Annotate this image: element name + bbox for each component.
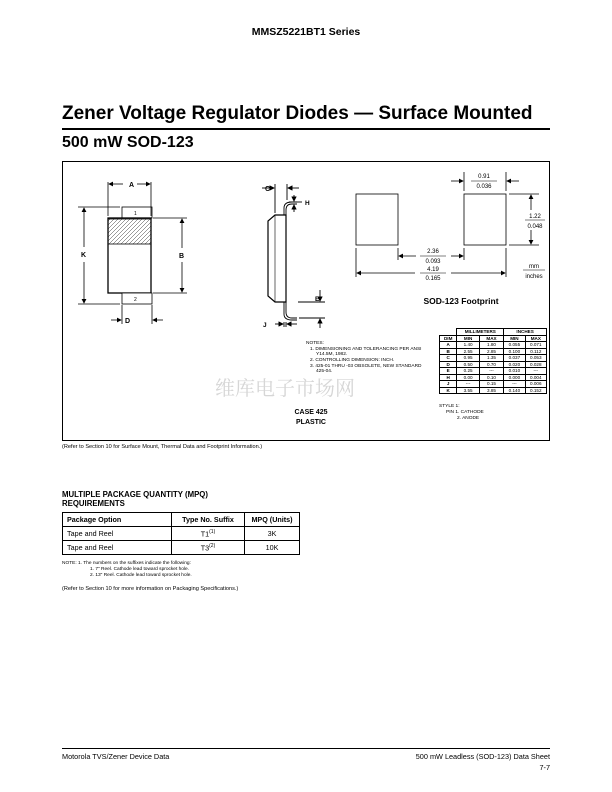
dim-table-cell: 1.40 bbox=[457, 342, 479, 349]
dim-table-cell: 0.020 bbox=[504, 361, 525, 368]
dim-table-cell: 0.10 bbox=[479, 374, 503, 381]
svg-text:2. ANODE: 2. ANODE bbox=[457, 416, 480, 421]
dim-table-cell: 0.000 bbox=[504, 374, 525, 381]
package-figure-panel bbox=[62, 161, 550, 441]
title-rule bbox=[62, 128, 550, 130]
dim-table-cell: 0.053 bbox=[525, 355, 546, 362]
dim-table-cell: 0.004 bbox=[525, 374, 546, 381]
svg-text:Y14.5M, 1982.: Y14.5M, 1982. bbox=[316, 352, 348, 357]
dim-table-cell: 0.055 bbox=[504, 342, 525, 349]
svg-text:PIN 1. CATHODE: PIN 1. CATHODE bbox=[446, 410, 484, 415]
dim-b-label: B bbox=[179, 253, 185, 260]
mpq-title bbox=[62, 490, 208, 508]
svg-text:1. DIMENSIONING AND TOLERANCIN: 1. DIMENSIONING AND TOLERANCING PER ANSI bbox=[310, 347, 422, 352]
dim-table-cell: 2.85 bbox=[479, 348, 503, 355]
fp-gap-in: 0.093 bbox=[425, 259, 441, 265]
fp-width-in: 0.036 bbox=[476, 184, 492, 190]
footprint-label: SOD-123 Footprint bbox=[423, 296, 499, 306]
table-row bbox=[63, 527, 300, 541]
dim-table-cell: 0.152 bbox=[525, 387, 546, 394]
mpq-units: 10K bbox=[245, 541, 300, 555]
footprint-drawing bbox=[356, 172, 545, 277]
dim-table-cell: 2.55 bbox=[457, 348, 479, 355]
mpq-table bbox=[62, 512, 300, 555]
dim-table-cell: 0.037 bbox=[504, 355, 525, 362]
dimension-table bbox=[439, 328, 547, 394]
table-row bbox=[440, 387, 547, 394]
dim-d-label: D bbox=[125, 318, 131, 325]
case-material: PLASTIC bbox=[296, 419, 326, 426]
dim-a-label: A bbox=[129, 182, 135, 189]
svg-text:3. 425-01 THRU -03 OBSOLETE, N: 3. 425-01 THRU -03 OBSOLETE, NEW STANDARD bbox=[310, 364, 422, 369]
side-view bbox=[262, 184, 325, 328]
mpq-option: Tape and Reel bbox=[63, 527, 172, 541]
dim-table-header: MAX bbox=[479, 335, 503, 342]
dim-table-cell: K bbox=[440, 387, 457, 394]
watermark: 维库电子市场网 bbox=[215, 378, 355, 400]
dim-table-cell: 0.100 bbox=[504, 348, 525, 355]
dim-table-cell: --- bbox=[504, 381, 525, 388]
dim-table-cell: A bbox=[440, 342, 457, 349]
dim-table-cell: 0.70 bbox=[479, 361, 503, 368]
dim-table-cell: 1.80 bbox=[479, 342, 503, 349]
in-group-header: INCHES bbox=[504, 329, 547, 336]
dim-table-cell: 0.112 bbox=[525, 348, 546, 355]
dim-table-cell: 0.50 bbox=[457, 361, 479, 368]
dim-h-label: H bbox=[305, 200, 310, 207]
dim-table-cell: 3.55 bbox=[457, 387, 479, 394]
dim-table-cell: 0.071 bbox=[525, 342, 546, 349]
svg-text:425-04.: 425-04. bbox=[316, 369, 333, 374]
svg-text:2. CONTROLLING DIMENSION: INCH: 2. CONTROLLING DIMENSION: INCH. bbox=[310, 358, 395, 363]
page-title: Zener Voltage Regulator Diodes — Surface Mounted bbox=[62, 103, 533, 124]
drawing-notes bbox=[306, 340, 422, 374]
dim-table-cell: --- bbox=[457, 381, 479, 388]
dim-table-header: MAX bbox=[525, 335, 546, 342]
dim-table-cell: B bbox=[440, 348, 457, 355]
mpq-suffix: T1$^{(1)}$ bbox=[172, 527, 245, 541]
mm-group-header: MILLIMETERS bbox=[457, 329, 504, 336]
fp-height-mm: 1.22 bbox=[529, 214, 541, 220]
dim-c-label: C bbox=[265, 186, 271, 193]
dim-table-cell: --- bbox=[479, 368, 503, 375]
fp-total-in: 0.165 bbox=[425, 276, 441, 282]
dim-table-cell: D bbox=[440, 361, 457, 368]
svg-text:STYLE 1:: STYLE 1: bbox=[439, 404, 460, 409]
pin2-label: 2 bbox=[134, 297, 137, 303]
dim-table-cell: --- bbox=[525, 368, 546, 375]
dim-table-cell: 0.00 bbox=[457, 374, 479, 381]
footer-right: 500 mW Leadless (SOD-123) Data Sheet bbox=[415, 752, 550, 761]
page-number: 7-7 bbox=[539, 763, 550, 772]
mpq-header-units: MPQ (Units) bbox=[245, 513, 300, 527]
dim-table-cell: 0.028 bbox=[525, 361, 546, 368]
dim-table-header: DIM bbox=[440, 335, 457, 342]
mpq-header-option: Package Option bbox=[63, 513, 172, 527]
dim-table-cell: H bbox=[440, 374, 457, 381]
fp-height-in: 0.048 bbox=[527, 224, 543, 230]
dim-table-cell: J bbox=[440, 381, 457, 388]
dim-table-cell: 0.010 bbox=[504, 368, 525, 375]
footer-left: Motorola TVS/Zener Device Data bbox=[62, 752, 170, 761]
table-row bbox=[63, 541, 300, 555]
dim-table-header: MIN bbox=[457, 335, 479, 342]
dim-table-cell: C bbox=[440, 355, 457, 362]
dim-j-label: J bbox=[263, 322, 267, 329]
dim-table-cell: 0.140 bbox=[504, 387, 525, 394]
fp-total-mm: 4.19 bbox=[427, 267, 439, 273]
fp-gap-mm: 2.36 bbox=[427, 249, 439, 255]
footer-rule bbox=[62, 748, 550, 749]
dim-table-cell: 3.85 bbox=[479, 387, 503, 394]
dim-table-cell: 0.95 bbox=[457, 355, 479, 362]
mpq-title-line1: MULTIPLE PACKAGE QUANTITY (MPQ) bbox=[62, 490, 208, 499]
case-label: CASE 425 bbox=[294, 409, 328, 416]
dim-table-header: MIN bbox=[504, 335, 525, 342]
mpq-suffix: T3$^{(2)}$ bbox=[172, 541, 245, 555]
dim-table-cell: 0.25 bbox=[457, 368, 479, 375]
refer-packaging-note: (Refer to Section 10 for more information on Packaging Specifications.) bbox=[62, 586, 239, 592]
series-header: MMSZ5221BT1 Series bbox=[251, 26, 361, 38]
refer-surface-note: (Refer to Section 10 for Surface Mount, Thermal Data and Footprint Information.) bbox=[62, 444, 263, 450]
mpq-units: 3K bbox=[245, 527, 300, 541]
mpq-title-line2: REQUIREMENTS bbox=[62, 499, 125, 508]
dim-table-cell: 0.006 bbox=[525, 381, 546, 388]
pin1-label: 1 bbox=[134, 211, 137, 217]
mpq-header-suffix: Type No. Suffix bbox=[172, 513, 245, 527]
mpq-option: Tape and Reel bbox=[63, 541, 172, 555]
style-notes bbox=[439, 403, 484, 421]
unit-inches: inches bbox=[525, 274, 543, 280]
mpq-notes: NOTE: 1. The numbers on the suffixes indicate the following: 1. 7" Reel. Cathode lead toward sprocket hole. 2. 13" Reel. Cathode lead toward sprocket hole. bbox=[62, 561, 192, 578]
dim-table-cell: E bbox=[440, 368, 457, 375]
dim-table-cell: 0.15 bbox=[479, 381, 503, 388]
dim-table-cell: 1.35 bbox=[479, 355, 503, 362]
package-drawing bbox=[63, 162, 549, 440]
page-subtitle: 500 mW SOD-123 bbox=[62, 134, 194, 151]
dim-k-label: K bbox=[81, 252, 87, 259]
dim-e-label: E bbox=[315, 296, 320, 303]
top-view bbox=[78, 182, 187, 324]
unit-mm: mm bbox=[529, 264, 539, 270]
fp-width-mm: 0.91 bbox=[478, 174, 490, 180]
svg-text:NOTES:: NOTES: bbox=[306, 341, 324, 346]
